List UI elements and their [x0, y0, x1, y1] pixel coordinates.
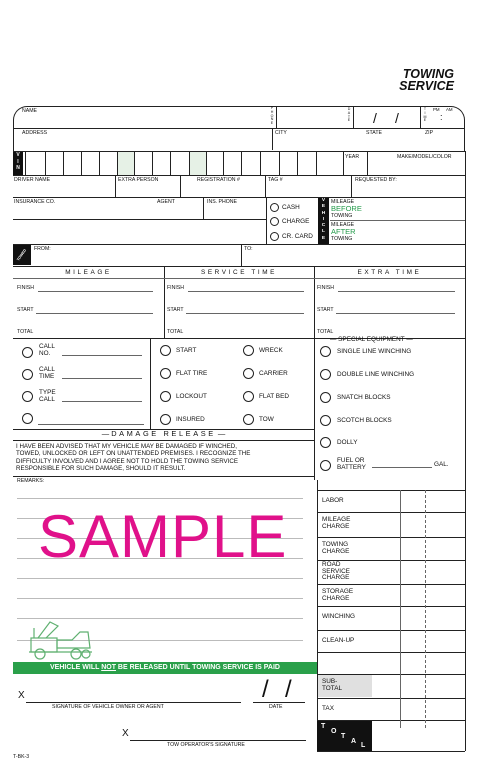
vin-cell-divider — [81, 152, 82, 175]
special-equipment-radio[interactable] — [320, 369, 331, 380]
service-label: INSURED — [176, 416, 205, 423]
cr-card-label: CR. CARD — [282, 233, 313, 240]
operator-x: X — [122, 728, 129, 739]
mileage-total: TOTAL — [17, 329, 34, 335]
vin-cell-divider — [25, 152, 26, 175]
service-radio[interactable] — [243, 391, 254, 402]
service-radio[interactable] — [160, 345, 171, 356]
cash-radio[interactable] — [270, 203, 279, 212]
date-signature-label: DATE — [269, 704, 283, 710]
charge-label: WINCHING — [322, 613, 356, 620]
vin-cell-divider — [279, 152, 280, 175]
other-call-radio[interactable] — [22, 413, 33, 424]
remark-line — [17, 578, 303, 579]
special-equipment-label: SINGLE LINE WINCHING — [337, 348, 412, 355]
remark-line — [17, 498, 303, 499]
date-slash-right: / — [285, 676, 292, 703]
am-label: AM — [446, 107, 453, 112]
extra-start: START — [317, 307, 334, 313]
charge-label: MILEAGE CHARGE — [322, 516, 351, 530]
vin-tint-2 — [189, 152, 206, 175]
tax-label: TAX — [322, 705, 334, 712]
vin-cell-divider — [223, 152, 224, 175]
fuel-battery-label: FUEL OR BATTERY — [337, 457, 366, 471]
zip-label: ZIP — [425, 130, 434, 136]
tow-truck-icon — [28, 618, 94, 662]
call-no-radio[interactable] — [22, 347, 33, 358]
vin-tint-1 — [117, 152, 134, 175]
service-time-section-title: SERVICE TIME — [200, 269, 278, 276]
charge-divider — [317, 537, 465, 538]
vin-cell-divider — [297, 152, 298, 175]
registration-label: REGISTRATION # — [197, 177, 240, 183]
special-equipment-radio[interactable] — [320, 346, 331, 357]
owner-signature-label: SIGNATURE OF VEHICLE OWNER OR AGENT — [52, 704, 164, 710]
mileage-start: START — [17, 307, 34, 313]
service-start: START — [167, 307, 184, 313]
subtotal-label: SUB- TOTAL — [322, 678, 343, 692]
date-slash-1: / — [373, 110, 377, 126]
insurance-label: INSURANCE CO. — [14, 199, 56, 205]
service-finish: FINISH — [167, 285, 185, 291]
vin-cell-divider — [117, 152, 118, 175]
damage-release-text: I HAVE BEEN ADVISED THAT MY VEHICLE MAY BE DAMAGED IF WINCHED, TOWED, UNLOCKED OR LEFT ON UNATTENDED PREMISES. I RECOGNIZE THE DIFFICULTY INVOLVED AND I AGREE NOT TO HOLD THE TOWING SERVICE RESPONSIBLE FOR SUCH DAMAGE, SHOULD IT RESULT. — [16, 443, 251, 473]
service-label: FLAT TIRE — [176, 370, 208, 377]
call-time-label: CALL TIME — [39, 366, 55, 380]
special-equipment-label: DOLLY — [337, 439, 358, 446]
service-label: TOW — [259, 416, 274, 423]
ins-phone-label: INS. PHONE — [207, 199, 237, 205]
mileage-before-label: MILEAGE BEFORE TOWING — [331, 199, 362, 219]
service-label: CARRIER — [259, 370, 288, 377]
charge-divider — [317, 652, 465, 653]
special-equipment-radio[interactable] — [320, 392, 331, 403]
year-label: YEAR — [345, 154, 360, 160]
date-vertical-label: D A T E — [347, 107, 351, 123]
service-label: START — [176, 347, 197, 354]
vin-cell-divider — [260, 152, 261, 175]
gal-label: GAL. — [434, 461, 449, 468]
mileage-after-label: MILEAGE AFTER TOWING — [331, 222, 356, 242]
remark-line — [17, 598, 303, 599]
title-line2: SERVICE — [399, 79, 454, 93]
charge-divider — [317, 512, 465, 513]
owner-x: X — [18, 690, 25, 701]
charge-divider — [317, 674, 465, 675]
vin-cell-divider — [189, 152, 190, 175]
operator-signature-label: TOW OPERATOR'S SIGNATURE — [167, 742, 245, 748]
special-equipment-label: SCOTCH BLOCKS — [337, 417, 392, 424]
service-radio[interactable] — [243, 345, 254, 356]
state-label: STATE — [366, 130, 382, 136]
total-right — [465, 720, 466, 751]
charge-label: CLEAN-UP — [322, 637, 355, 644]
special-equipment-label: DOUBLE LINE WINCHING — [337, 371, 415, 378]
agent-label: AGENT — [157, 199, 175, 205]
pm-label: PM — [433, 107, 440, 112]
charge-label: STORAGE CHARGE — [322, 588, 354, 602]
type-call-label: TYPE CALL — [39, 389, 56, 403]
mileage-section-title: MILEAGE — [65, 269, 112, 276]
special-equipment-label: SNATCH BLOCKS — [337, 394, 391, 401]
service-label: WRECK — [259, 347, 283, 354]
from-label: FROM: — [34, 246, 51, 252]
charge-label: ROAD SERVICE CHARGE — [322, 561, 350, 581]
remarks-label: REMARKS: — [17, 478, 45, 484]
service-radio[interactable] — [160, 368, 171, 379]
total-bottom — [317, 751, 465, 752]
service-label: LOCKOUT — [176, 393, 207, 400]
special-equipment-title: — SPECIAL EQUIPMENT — — [330, 336, 413, 343]
tag-label: TAG # — [268, 177, 283, 183]
charge-label: LABOR — [322, 497, 344, 504]
requested-by-label: REQUESTED BY: — [355, 177, 397, 183]
service-radio[interactable] — [243, 368, 254, 379]
vin-cell-divider — [316, 152, 317, 175]
type-call-radio[interactable] — [22, 391, 33, 402]
date-slash-left: / — [262, 676, 269, 703]
date-slash-2: / — [395, 110, 399, 126]
extra-finish: FINISH — [317, 285, 335, 291]
special-equipment-radio[interactable] — [320, 437, 331, 448]
damage-release-title: — DAMAGE RELEASE — — [101, 429, 226, 438]
make-label: MAKE/MODEL/COLOR — [397, 154, 452, 160]
charge-divider — [317, 606, 465, 607]
extra-total: TOTAL — [317, 329, 334, 335]
vehicle-label-block: V E H I C L E — [318, 198, 329, 244]
charge-label: CHARGE — [282, 218, 310, 225]
service-radio[interactable] — [160, 414, 171, 425]
call-time-radio[interactable] — [22, 369, 33, 380]
charge-divider — [317, 698, 465, 699]
vin-cell-divider — [45, 152, 46, 175]
cash-label: CASH — [282, 204, 300, 211]
charge-divider — [317, 584, 465, 585]
time-colon: : — [440, 112, 443, 122]
service-radio[interactable] — [160, 391, 171, 402]
vin-cell-divider — [170, 152, 171, 175]
total-block: T O T A L — [317, 721, 372, 751]
driver-label: DRIVER NAME — [14, 177, 51, 183]
phone-vertical-label: P H O N E — [270, 106, 274, 126]
form-code: T-BK-3 — [13, 754, 30, 760]
special-equipment-radio[interactable] — [320, 415, 331, 426]
mileage-finish: FINISH — [17, 285, 35, 291]
form-title — [388, 68, 454, 92]
vin-cell-divider — [63, 152, 64, 175]
address-label: ADDRESS — [22, 130, 48, 136]
vin-cell-divider — [134, 152, 135, 175]
service-label: FLAT BED — [259, 393, 289, 400]
vin-cell-divider — [241, 152, 242, 175]
title-line1: TOWING — [402, 67, 454, 81]
towed-badge: TOWED — [13, 245, 31, 265]
service-total: TOTAL — [167, 329, 184, 335]
to-label: TO: — [244, 246, 253, 252]
charge-radio[interactable] — [270, 217, 279, 226]
vin-cell-divider — [152, 152, 153, 175]
extra-person-label: EXTRA PERSON — [118, 177, 159, 183]
time-vertical-label: T I M E — [423, 107, 427, 123]
cr-card-radio[interactable] — [270, 232, 279, 241]
vin-cell-divider — [206, 152, 207, 175]
charge-label: TOWING CHARGE — [322, 541, 350, 555]
call-no-label: CALL NO. — [39, 343, 55, 357]
vin-cell-divider — [99, 152, 100, 175]
vin-label-block: V I N — [13, 152, 23, 175]
city-label: CITY — [275, 130, 287, 136]
fuel-battery-radio[interactable] — [320, 460, 331, 471]
release-notice: VEHICLE WILL NOT BE RELEASED UNTIL TOWING SERVICE IS PAID — [13, 662, 317, 674]
name-label: NAME — [22, 108, 37, 114]
sample-watermark: SAMPLE — [38, 503, 288, 570]
charge-divider — [317, 630, 465, 631]
extra-time-section-title: EXTRA TIME — [357, 269, 422, 276]
service-radio[interactable] — [243, 414, 254, 425]
